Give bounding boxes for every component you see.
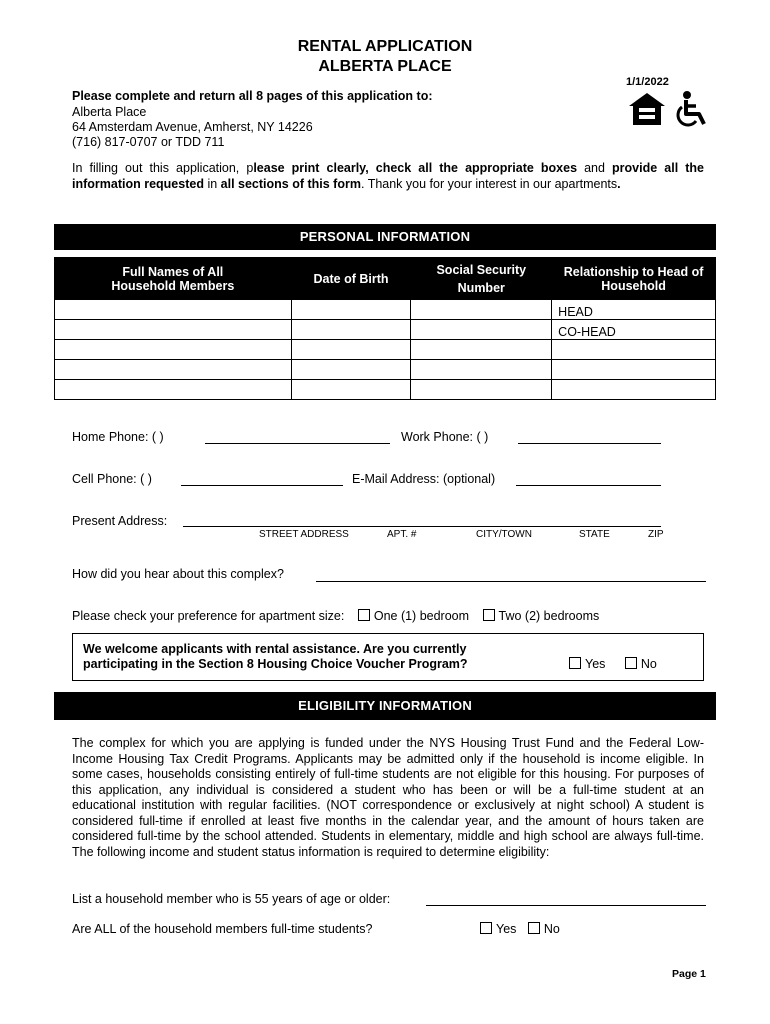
- form-date: 1/1/2022: [626, 76, 669, 88]
- section8-question-line1: We welcome applicants with rental assistance. Are you currently: [83, 642, 467, 656]
- home-phone-field[interactable]: [205, 429, 390, 444]
- fill-text-3: in: [203, 176, 221, 191]
- relationship-cell[interactable]: CO-HEAD: [552, 320, 716, 340]
- work-phone-field[interactable]: [518, 429, 661, 444]
- relationship-cell[interactable]: [552, 360, 716, 380]
- personal-info-heading: PERSONAL INFORMATION: [54, 224, 716, 250]
- apt-preference-label: Please check your preference for apartment size:: [72, 609, 345, 623]
- students-no-checkbox[interactable]: [528, 922, 540, 934]
- apt-preference-row: [72, 609, 599, 624]
- member-name-cell[interactable]: [55, 300, 292, 320]
- fill-bold-3: all sections of this form: [220, 176, 361, 191]
- email-label: E-Mail Address: (optional): [352, 472, 496, 486]
- household-members-table: [54, 257, 716, 400]
- apt-label: APT. #: [387, 529, 417, 540]
- member-name-cell[interactable]: [55, 380, 292, 400]
- age-55-label: List a household member who is 55 years of age or older:: [72, 892, 391, 906]
- table-row: [55, 380, 716, 400]
- section8-box: [72, 633, 704, 681]
- home-phone-label: Home Phone: ( ): [72, 430, 164, 444]
- present-address-label: Present Address:: [72, 514, 168, 528]
- hear-about-label: How did you hear about this complex?: [72, 567, 284, 581]
- table-row: [55, 340, 716, 360]
- dob-cell[interactable]: [291, 340, 411, 360]
- ssn-cell[interactable]: [411, 360, 552, 380]
- fill-bold-2: provide all the information requested: [72, 161, 704, 191]
- relationship-cell[interactable]: [552, 340, 716, 360]
- dob-cell[interactable]: [291, 360, 411, 380]
- fill-text-1: In filling out this application, p: [72, 161, 254, 175]
- property-name: ALBERTA PLACE: [318, 58, 452, 75]
- section8-answers: [559, 657, 657, 672]
- cell-phone-label: Cell Phone: ( ): [72, 472, 152, 486]
- wheelchair-icon: [674, 90, 710, 128]
- students-question: Are ALL of the household members full-time students?: [72, 922, 373, 936]
- two-bedroom-label: Two (2) bedrooms: [498, 609, 600, 623]
- city-label: CITY/TOWN: [476, 529, 532, 540]
- mail-address-line-1: Alberta Place: [72, 105, 147, 119]
- section8-no-label: No: [640, 657, 657, 671]
- mail-address-line-2: 64 Amsterdam Avenue, Amherst, NY 14226: [72, 120, 313, 134]
- member-name-cell[interactable]: [55, 340, 292, 360]
- member-name-cell[interactable]: [55, 320, 292, 340]
- students-no-label: No: [543, 922, 560, 936]
- zip-label: ZIP: [648, 529, 664, 540]
- students-answers: [470, 922, 560, 937]
- page-number: Page 1: [672, 968, 706, 980]
- ssn-cell[interactable]: [411, 340, 552, 360]
- students-yes-label: Yes: [496, 922, 517, 936]
- one-bedroom-label: One (1) bedroom: [373, 609, 470, 623]
- hear-about-field[interactable]: [316, 567, 706, 582]
- section8-yes-label: Yes: [585, 657, 606, 671]
- section8-question-line2: participating in the Section 8 Housing Choice Voucher Program?: [83, 657, 468, 671]
- col-relationship: Relationship to Head of Household: [552, 258, 716, 300]
- cell-phone-field[interactable]: [181, 471, 343, 486]
- section8-no-checkbox[interactable]: [625, 657, 637, 669]
- fill-bold-1: lease print clearly, check all the appropriate boxes: [253, 161, 578, 175]
- eligibility-heading: ELIGIBILITY INFORMATION: [54, 692, 716, 720]
- street-address-label: STREET ADDRESS: [259, 529, 349, 540]
- eligibility-paragraph: The complex for which you are applying is funded under the NYS Housing Trust Fund and the Federal Low-Income Housing Tax Credit Programs. Applicants may be admitted only if the household is income eligible. In some cases, households consisting entirely of full-time students are not eligible for this housing. For purposes of this application, any individual is considered a student who has been or will be a full-time student at an educational institution with regular facilities. (NOT correspondence or exclusively at night school) A student is considered full-time if enrolled at least five months in the calendar year, and the amount of hours taken are considered full-time by the school attended. Students in elementary, middle and high school are always full-time. The following income and student status information is required to determine eligibility:: [72, 736, 704, 859]
- state-label: STATE: [579, 529, 610, 540]
- fill-instructions: [72, 161, 704, 192]
- ssn-cell[interactable]: [411, 380, 552, 400]
- two-bedroom-checkbox[interactable]: [483, 609, 495, 621]
- col-ssn: Social Security Number: [411, 258, 552, 300]
- fill-text-2: and: [577, 161, 613, 175]
- fill-bold-4: .: [617, 176, 621, 191]
- students-yes-checkbox[interactable]: [480, 922, 492, 934]
- table-row: [55, 360, 716, 380]
- one-bedroom-checkbox[interactable]: [358, 609, 370, 621]
- dob-cell[interactable]: [291, 320, 411, 340]
- dob-cell[interactable]: [291, 380, 411, 400]
- mail-address-phone: (716) 817-0707 or TDD 711: [72, 135, 225, 149]
- relationship-cell[interactable]: [552, 380, 716, 400]
- col-full-names: Full Names of All Household Members: [55, 258, 292, 300]
- relationship-cell[interactable]: HEAD: [552, 300, 716, 320]
- section8-yes-checkbox[interactable]: [569, 657, 581, 669]
- age-55-field[interactable]: [426, 891, 706, 906]
- table-row: [55, 320, 716, 340]
- present-address-field[interactable]: [183, 512, 661, 527]
- email-field[interactable]: [516, 471, 661, 486]
- work-phone-label: Work Phone: ( ): [401, 430, 489, 444]
- col-date-of-birth: Date of Birth: [291, 258, 411, 300]
- return-instruction: Please complete and return all 8 pages of this application to:: [72, 89, 433, 103]
- table-row: [55, 300, 716, 320]
- equal-housing-icon: [628, 92, 666, 126]
- member-name-cell[interactable]: [55, 360, 292, 380]
- form-title: RENTAL APPLICATION: [297, 38, 473, 55]
- ssn-cell[interactable]: [411, 320, 552, 340]
- ssn-cell[interactable]: [411, 300, 552, 320]
- fill-text-4: . Thank you for your interest in our apartments: [360, 176, 618, 191]
- dob-cell[interactable]: [291, 300, 411, 320]
